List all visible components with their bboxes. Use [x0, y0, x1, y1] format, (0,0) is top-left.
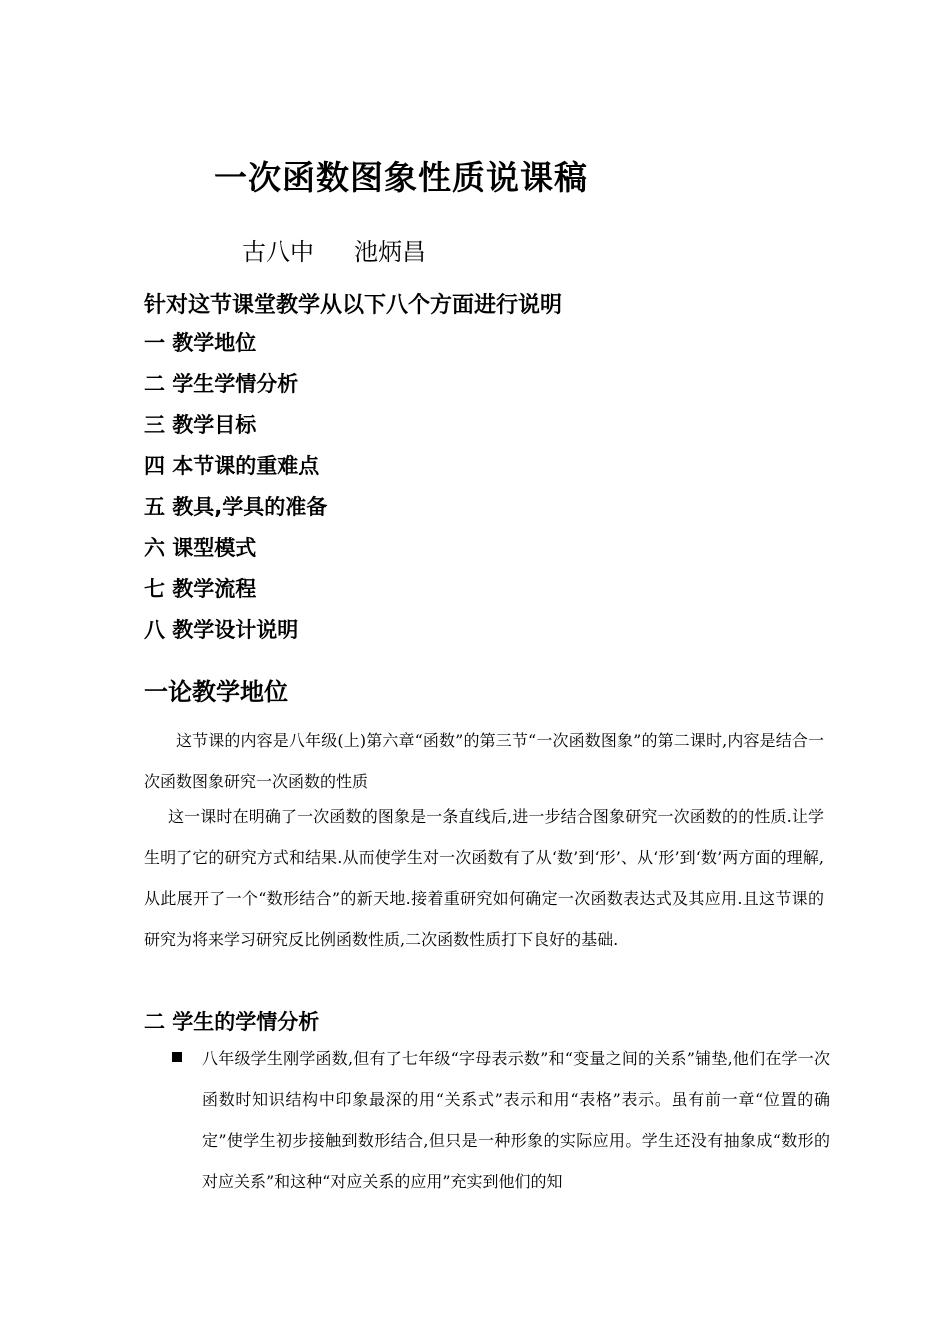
author-name: 池炳昌 [354, 238, 426, 266]
outline-item: 三 教学目标 [144, 413, 257, 437]
outline-item: 五 教具,学具的准备 [144, 495, 328, 519]
document-title: 一次函数图象性质说课稿 [214, 158, 588, 197]
section1-paragraph: 这节课的内容是八年级(上)第六章“函数”的第三节“一次函数图象”的第二课时,内容是结合一次函数图象研究一次函数的性质 [144, 731, 824, 791]
outline-item: 七 教学流程 [144, 577, 257, 601]
outline-item: 六 课型模式 [144, 536, 257, 560]
outline-item: 一 教学地位 [144, 331, 257, 355]
square-bullet-icon [172, 1052, 182, 1062]
outline-list [144, 329, 327, 657]
outline-item: 二 学生学情分析 [144, 372, 299, 396]
outline-item: 八 教学设计说明 [144, 618, 299, 642]
bullet-text: 八年级学生刚学函数,但有了七年级“字母表示数”和“变量之间的关系”铺垫,他们在学一次函数时知识结构中印象最深的用“关系式”表示和用“表格”表示。虽有前一章“位置的确定”使学生初步接触到数形结合,但只是一种形象的实际应用。学生还没有抽象成“数形的对应关系”和这种“对应关系的应用”充实到他们的知 [202, 1049, 830, 1191]
section2-heading: 二 学生的学情分析 [144, 1010, 320, 1034]
outline-item: 四 本节课的重难点 [144, 454, 320, 478]
section1-paragraph: 这一课时在明确了一次函数的图象是一条直线后,进一步结合图象研究一次函数的的性质.让学生明了它的研究方式和结果.从而使学生对一次函数有了从‘数’到‘形’、从‘形’到‘数’两方面的理解,从此展开了一个“数形结合”的新天地.接着重研究如何确定一次函数表达式及其应用.且这节课的研究为将来学习研究反比例函数性质,二次函数性质打下良好的基础. [144, 807, 824, 949]
author-school: 古八中 [242, 238, 314, 266]
author-line [242, 232, 426, 267]
section1-heading: 一论教学地位 [144, 678, 288, 706]
intro-statement: 针对这节课堂教学从以下八个方面进行说明 [144, 293, 563, 318]
list-item [170, 1038, 830, 1202]
